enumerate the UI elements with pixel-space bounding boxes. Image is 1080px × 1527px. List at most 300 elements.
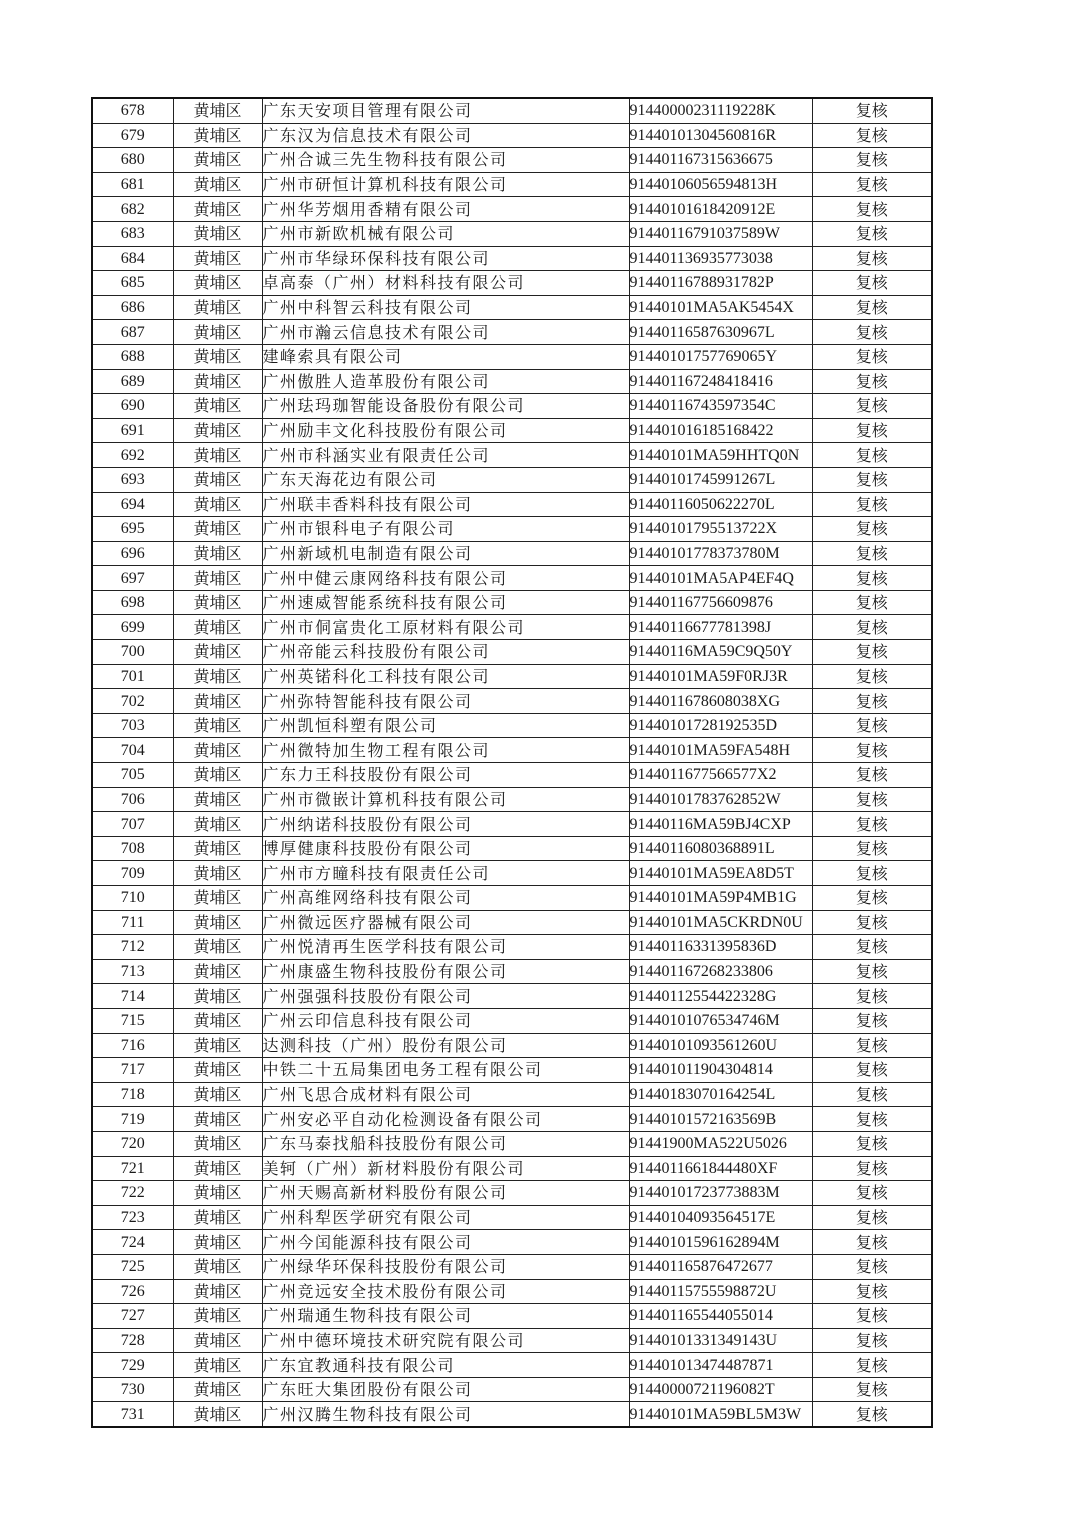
company-name-cell: 广东天安项目管理有限公司 bbox=[262, 98, 629, 123]
credit-code-cell: 91440116791037589W bbox=[629, 221, 812, 246]
company-name-cell: 美轲（广州）新材料股份有限公司 bbox=[262, 1156, 629, 1181]
company-name-cell: 广州微特加生物工程有限公司 bbox=[262, 738, 629, 763]
row-number: 702 bbox=[92, 689, 173, 714]
district-cell: 黄埔区 bbox=[173, 763, 262, 788]
status-cell: 复核 bbox=[812, 271, 932, 296]
status-cell: 复核 bbox=[812, 590, 932, 615]
status-cell: 复核 bbox=[812, 1353, 932, 1378]
district-cell: 黄埔区 bbox=[173, 418, 262, 443]
company-name-cell: 广州市新欧机械有限公司 bbox=[262, 221, 629, 246]
status-cell: 复核 bbox=[812, 1131, 932, 1156]
credit-code-cell: 91440101093561260U bbox=[629, 1033, 812, 1058]
row-number: 697 bbox=[92, 566, 173, 591]
district-cell: 黄埔区 bbox=[173, 148, 262, 173]
credit-code-cell: 91440101723773883M bbox=[629, 1181, 812, 1206]
company-name-cell: 广州今闰能源科技有限公司 bbox=[262, 1230, 629, 1255]
district-cell: 黄埔区 bbox=[173, 1008, 262, 1033]
status-cell: 复核 bbox=[812, 418, 932, 443]
district-cell: 黄埔区 bbox=[173, 394, 262, 419]
company-name-cell: 广州云印信息科技有限公司 bbox=[262, 1008, 629, 1033]
credit-code-cell: 91440101757769065Y bbox=[629, 344, 812, 369]
status-cell: 复核 bbox=[812, 1230, 932, 1255]
status-cell: 复核 bbox=[812, 1304, 932, 1329]
district-cell: 黄埔区 bbox=[173, 959, 262, 984]
row-number: 706 bbox=[92, 787, 173, 812]
district-cell: 黄埔区 bbox=[173, 123, 262, 148]
table-row bbox=[92, 221, 932, 246]
status-cell: 复核 bbox=[812, 467, 932, 492]
company-name-cell: 广州市科涵实业有限责任公司 bbox=[262, 443, 629, 468]
district-cell: 黄埔区 bbox=[173, 713, 262, 738]
status-cell: 复核 bbox=[812, 1328, 932, 1353]
status-cell: 复核 bbox=[812, 1156, 932, 1181]
row-number: 728 bbox=[92, 1328, 173, 1353]
credit-code-cell: 914401165876472677 bbox=[629, 1254, 812, 1279]
credit-code-cell: 91440101745991267L bbox=[629, 467, 812, 492]
table-row bbox=[92, 148, 932, 173]
company-name-cell: 广州傲胜人造革股份有限公司 bbox=[262, 369, 629, 394]
row-number: 729 bbox=[92, 1353, 173, 1378]
company-name-cell: 广州安必平自动化检测设备有限公司 bbox=[262, 1107, 629, 1132]
table-row bbox=[92, 1230, 932, 1255]
company-name-cell: 广州市研恒计算机科技有限公司 bbox=[262, 172, 629, 197]
status-cell: 复核 bbox=[812, 197, 932, 222]
row-number: 717 bbox=[92, 1058, 173, 1083]
status-cell: 复核 bbox=[812, 148, 932, 173]
status-cell: 复核 bbox=[812, 320, 932, 345]
row-number: 699 bbox=[92, 615, 173, 640]
row-number: 713 bbox=[92, 959, 173, 984]
credit-code-cell: 914401016185168422 bbox=[629, 418, 812, 443]
row-number: 710 bbox=[92, 886, 173, 911]
row-number: 714 bbox=[92, 984, 173, 1009]
row-number: 700 bbox=[92, 640, 173, 665]
row-number: 711 bbox=[92, 910, 173, 935]
district-cell: 黄埔区 bbox=[173, 812, 262, 837]
company-name-cell: 广州竞远安全技术股份有限公司 bbox=[262, 1279, 629, 1304]
status-cell: 复核 bbox=[812, 1205, 932, 1230]
status-cell: 复核 bbox=[812, 123, 932, 148]
table-row bbox=[92, 886, 932, 911]
table-row bbox=[92, 1328, 932, 1353]
credit-code-cell: 91440101572163569B bbox=[629, 1107, 812, 1132]
district-cell: 黄埔区 bbox=[173, 443, 262, 468]
table-row bbox=[92, 369, 932, 394]
district-cell: 黄埔区 bbox=[173, 1353, 262, 1378]
row-number: 722 bbox=[92, 1181, 173, 1206]
credit-code-cell: 91440101783762852W bbox=[629, 787, 812, 812]
status-cell: 复核 bbox=[812, 1181, 932, 1206]
company-name-cell: 广州纳诺科技股份有限公司 bbox=[262, 812, 629, 837]
status-cell: 复核 bbox=[812, 763, 932, 788]
company-name-cell: 广州天赐高新材料股份有限公司 bbox=[262, 1181, 629, 1206]
row-number: 683 bbox=[92, 221, 173, 246]
credit-code-cell: 91440101MA5CKRDN0U bbox=[629, 910, 812, 935]
status-cell: 复核 bbox=[812, 664, 932, 689]
table-row bbox=[92, 1033, 932, 1058]
credit-code-cell: 91440101MA59F0RJ3R bbox=[629, 664, 812, 689]
row-number: 712 bbox=[92, 935, 173, 960]
row-number: 678 bbox=[92, 98, 173, 123]
row-number: 727 bbox=[92, 1304, 173, 1329]
company-name-cell: 广州励丰文化科技股份有限公司 bbox=[262, 418, 629, 443]
status-cell: 复核 bbox=[812, 689, 932, 714]
credit-code-cell: 91440116MA59C9Q50Y bbox=[629, 640, 812, 665]
district-cell: 黄埔区 bbox=[173, 910, 262, 935]
district-cell: 黄埔区 bbox=[173, 787, 262, 812]
credit-code-cell: 9144011677566577X2 bbox=[629, 763, 812, 788]
table-row bbox=[92, 1082, 932, 1107]
status-cell: 复核 bbox=[812, 295, 932, 320]
row-number: 731 bbox=[92, 1402, 173, 1427]
row-number: 725 bbox=[92, 1254, 173, 1279]
row-number: 689 bbox=[92, 369, 173, 394]
credit-code-cell: 91440101596162894M bbox=[629, 1230, 812, 1255]
district-cell: 黄埔区 bbox=[173, 1402, 262, 1427]
table-row bbox=[92, 664, 932, 689]
company-name-cell: 中铁二十五局集团电务工程有限公司 bbox=[262, 1058, 629, 1083]
table-row bbox=[92, 246, 932, 271]
credit-code-cell: 91440116331395836D bbox=[629, 935, 812, 960]
row-number: 704 bbox=[92, 738, 173, 763]
table-row bbox=[92, 98, 932, 123]
table-row bbox=[92, 197, 932, 222]
company-list-body bbox=[92, 98, 932, 1427]
district-cell: 黄埔区 bbox=[173, 221, 262, 246]
company-name-cell: 广东天海花边有限公司 bbox=[262, 467, 629, 492]
credit-code-cell: 91440116MA59BJ4CXP bbox=[629, 812, 812, 837]
district-cell: 黄埔区 bbox=[173, 935, 262, 960]
company-name-cell: 广东宜教通科技有限公司 bbox=[262, 1353, 629, 1378]
status-cell: 复核 bbox=[812, 812, 932, 837]
row-number: 708 bbox=[92, 836, 173, 861]
company-name-cell: 博厚健康科技股份有限公司 bbox=[262, 836, 629, 861]
district-cell: 黄埔区 bbox=[173, 98, 262, 123]
company-name-cell: 广州汉腾生物科技有限公司 bbox=[262, 1402, 629, 1427]
company-name-cell: 广东马泰找船科技股份有限公司 bbox=[262, 1131, 629, 1156]
status-cell: 复核 bbox=[812, 1082, 932, 1107]
district-cell: 黄埔区 bbox=[173, 197, 262, 222]
credit-code-cell: 91440101728192535D bbox=[629, 713, 812, 738]
credit-code-cell: 91440101MA59HHTQ0N bbox=[629, 443, 812, 468]
table-row bbox=[92, 1254, 932, 1279]
row-number: 726 bbox=[92, 1279, 173, 1304]
district-cell: 黄埔区 bbox=[173, 541, 262, 566]
credit-code-cell: 91440101MA59FA548H bbox=[629, 738, 812, 763]
company-name-cell: 广州市银科电子有限公司 bbox=[262, 517, 629, 542]
row-number: 718 bbox=[92, 1082, 173, 1107]
row-number: 680 bbox=[92, 148, 173, 173]
row-number: 719 bbox=[92, 1107, 173, 1132]
row-number: 687 bbox=[92, 320, 173, 345]
table-row bbox=[92, 836, 932, 861]
credit-code-cell: 91440101778373780M bbox=[629, 541, 812, 566]
row-number: 723 bbox=[92, 1205, 173, 1230]
company-name-cell: 广州市微嵌计算机科技有限公司 bbox=[262, 787, 629, 812]
district-cell: 黄埔区 bbox=[173, 271, 262, 296]
district-cell: 黄埔区 bbox=[173, 1328, 262, 1353]
district-cell: 黄埔区 bbox=[173, 1156, 262, 1181]
district-cell: 黄埔区 bbox=[173, 836, 262, 861]
company-name-cell: 卓高泰（广州）材料科技有限公司 bbox=[262, 271, 629, 296]
company-name-cell: 广州悦清再生医学科技有限公司 bbox=[262, 935, 629, 960]
table-row bbox=[92, 812, 932, 837]
credit-code-cell: 91440101MA5AK5454X bbox=[629, 295, 812, 320]
district-cell: 黄埔区 bbox=[173, 664, 262, 689]
status-cell: 复核 bbox=[812, 369, 932, 394]
credit-code-cell: 914401167268233806 bbox=[629, 959, 812, 984]
credit-code-cell: 91440116080368891L bbox=[629, 836, 812, 861]
credit-code-cell: 91440106056594813H bbox=[629, 172, 812, 197]
credit-code-cell: 91440116587630967L bbox=[629, 320, 812, 345]
row-number: 690 bbox=[92, 394, 173, 419]
company-name-cell: 广州微远医疗器械有限公司 bbox=[262, 910, 629, 935]
table-row bbox=[92, 1279, 932, 1304]
district-cell: 黄埔区 bbox=[173, 369, 262, 394]
company-name-cell: 广州华芳烟用香精有限公司 bbox=[262, 197, 629, 222]
credit-code-cell: 914401167756609876 bbox=[629, 590, 812, 615]
district-cell: 黄埔区 bbox=[173, 295, 262, 320]
district-cell: 黄埔区 bbox=[173, 1107, 262, 1132]
table-row bbox=[92, 541, 932, 566]
status-cell: 复核 bbox=[812, 640, 932, 665]
company-name-cell: 广州中德环境技术研究院有限公司 bbox=[262, 1328, 629, 1353]
company-name-cell: 广州市侗富贵化工原材料有限公司 bbox=[262, 615, 629, 640]
table-row bbox=[92, 443, 932, 468]
status-cell: 复核 bbox=[812, 984, 932, 1009]
credit-code-cell: 914401136935773038 bbox=[629, 246, 812, 271]
row-number: 681 bbox=[92, 172, 173, 197]
status-cell: 复核 bbox=[812, 713, 932, 738]
district-cell: 黄埔区 bbox=[173, 615, 262, 640]
district-cell: 黄埔区 bbox=[173, 1033, 262, 1058]
table-row bbox=[92, 1107, 932, 1132]
credit-code-cell: 91441900MA522U5026 bbox=[629, 1131, 812, 1156]
district-cell: 黄埔区 bbox=[173, 1205, 262, 1230]
table-row bbox=[92, 1131, 932, 1156]
status-cell: 复核 bbox=[812, 738, 932, 763]
company-name-cell: 广州凯恒科塑有限公司 bbox=[262, 713, 629, 738]
status-cell: 复核 bbox=[812, 959, 932, 984]
status-cell: 复核 bbox=[812, 787, 932, 812]
status-cell: 复核 bbox=[812, 886, 932, 911]
company-list-table bbox=[91, 97, 933, 1428]
status-cell: 复核 bbox=[812, 861, 932, 886]
table-row bbox=[92, 271, 932, 296]
table-row bbox=[92, 1304, 932, 1329]
credit-code-cell: 9144011678608038XG bbox=[629, 689, 812, 714]
row-number: 695 bbox=[92, 517, 173, 542]
district-cell: 黄埔区 bbox=[173, 984, 262, 1009]
row-number: 705 bbox=[92, 763, 173, 788]
district-cell: 黄埔区 bbox=[173, 886, 262, 911]
company-name-cell: 广州瑞通生物科技有限公司 bbox=[262, 1304, 629, 1329]
table-row bbox=[92, 959, 932, 984]
status-cell: 复核 bbox=[812, 1033, 932, 1058]
table-row bbox=[92, 984, 932, 1009]
district-cell: 黄埔区 bbox=[173, 344, 262, 369]
credit-code-cell: 914401167248418416 bbox=[629, 369, 812, 394]
company-name-cell: 广州联丰香料科技有限公司 bbox=[262, 492, 629, 517]
company-name-cell: 广州高维网络科技有限公司 bbox=[262, 886, 629, 911]
credit-code-cell: 91440101MA59P4MB1G bbox=[629, 886, 812, 911]
table-row bbox=[92, 615, 932, 640]
table-row bbox=[92, 467, 932, 492]
credit-code-cell: 91440101795513722X bbox=[629, 517, 812, 542]
row-number: 709 bbox=[92, 861, 173, 886]
table-row bbox=[92, 738, 932, 763]
table-row bbox=[92, 1156, 932, 1181]
row-number: 698 bbox=[92, 590, 173, 615]
row-number: 716 bbox=[92, 1033, 173, 1058]
credit-code-cell: 91440116743597354C bbox=[629, 394, 812, 419]
credit-code-cell: 91440101076534746M bbox=[629, 1008, 812, 1033]
company-name-cell: 广东力王科技股份有限公司 bbox=[262, 763, 629, 788]
status-cell: 复核 bbox=[812, 836, 932, 861]
credit-code-cell: 91440101MA5AP4EF4Q bbox=[629, 566, 812, 591]
credit-code-cell: 9144011661844480XF bbox=[629, 1156, 812, 1181]
table-row bbox=[92, 320, 932, 345]
row-number: 684 bbox=[92, 246, 173, 271]
district-cell: 黄埔区 bbox=[173, 1058, 262, 1083]
credit-code-cell: 91440116788931782P bbox=[629, 271, 812, 296]
company-name-cell: 广东旺大集团股份有限公司 bbox=[262, 1377, 629, 1402]
status-cell: 复核 bbox=[812, 443, 932, 468]
table-row bbox=[92, 492, 932, 517]
status-cell: 复核 bbox=[812, 1058, 932, 1083]
table-row bbox=[92, 713, 932, 738]
row-number: 724 bbox=[92, 1230, 173, 1255]
company-name-cell: 广州速威智能系统科技有限公司 bbox=[262, 590, 629, 615]
status-cell: 复核 bbox=[812, 172, 932, 197]
row-number: 707 bbox=[92, 812, 173, 837]
credit-code-cell: 91440101618420912E bbox=[629, 197, 812, 222]
status-cell: 复核 bbox=[812, 98, 932, 123]
table-row bbox=[92, 787, 932, 812]
district-cell: 黄埔区 bbox=[173, 246, 262, 271]
row-number: 686 bbox=[92, 295, 173, 320]
row-number: 693 bbox=[92, 467, 173, 492]
credit-code-cell: 91440101331349143U bbox=[629, 1328, 812, 1353]
table-row bbox=[92, 1353, 932, 1378]
row-number: 685 bbox=[92, 271, 173, 296]
district-cell: 黄埔区 bbox=[173, 861, 262, 886]
company-name-cell: 广州新域机电制造有限公司 bbox=[262, 541, 629, 566]
row-number: 696 bbox=[92, 541, 173, 566]
company-name-cell: 广州英锘科化工科技有限公司 bbox=[262, 664, 629, 689]
district-cell: 黄埔区 bbox=[173, 1304, 262, 1329]
status-cell: 复核 bbox=[812, 1402, 932, 1427]
district-cell: 黄埔区 bbox=[173, 590, 262, 615]
district-cell: 黄埔区 bbox=[173, 738, 262, 763]
row-number: 701 bbox=[92, 664, 173, 689]
credit-code-cell: 914401165544055014 bbox=[629, 1304, 812, 1329]
table-row bbox=[92, 566, 932, 591]
credit-code-cell: 91440183070164254L bbox=[629, 1082, 812, 1107]
district-cell: 黄埔区 bbox=[173, 172, 262, 197]
table-row bbox=[92, 935, 932, 960]
status-cell: 复核 bbox=[812, 344, 932, 369]
district-cell: 黄埔区 bbox=[173, 1230, 262, 1255]
row-number: 720 bbox=[92, 1131, 173, 1156]
district-cell: 黄埔区 bbox=[173, 1181, 262, 1206]
status-cell: 复核 bbox=[812, 566, 932, 591]
district-cell: 黄埔区 bbox=[173, 1254, 262, 1279]
company-name-cell: 广州珐玛珈智能设备股份有限公司 bbox=[262, 394, 629, 419]
table-row bbox=[92, 763, 932, 788]
row-number: 692 bbox=[92, 443, 173, 468]
status-cell: 复核 bbox=[812, 246, 932, 271]
row-number: 730 bbox=[92, 1377, 173, 1402]
status-cell: 复核 bbox=[812, 221, 932, 246]
table-row bbox=[92, 1377, 932, 1402]
district-cell: 黄埔区 bbox=[173, 640, 262, 665]
table-row bbox=[92, 172, 932, 197]
table-row bbox=[92, 123, 932, 148]
status-cell: 复核 bbox=[812, 1107, 932, 1132]
credit-code-cell: 914401167315636675 bbox=[629, 148, 812, 173]
table-row bbox=[92, 1205, 932, 1230]
table-row bbox=[92, 295, 932, 320]
credit-code-cell: 91440112554422328G bbox=[629, 984, 812, 1009]
credit-code-cell: 91440104093564517E bbox=[629, 1205, 812, 1230]
company-name-cell: 广州市华绿环保科技有限公司 bbox=[262, 246, 629, 271]
company-name-cell: 广州飞思合成材料有限公司 bbox=[262, 1082, 629, 1107]
row-number: 682 bbox=[92, 197, 173, 222]
row-number: 721 bbox=[92, 1156, 173, 1181]
company-name-cell: 广州科犁医学研究有限公司 bbox=[262, 1205, 629, 1230]
table-row bbox=[92, 394, 932, 419]
district-cell: 黄埔区 bbox=[173, 492, 262, 517]
table-row bbox=[92, 1008, 932, 1033]
credit-code-cell: 91440101MA59EA8D5T bbox=[629, 861, 812, 886]
district-cell: 黄埔区 bbox=[173, 1082, 262, 1107]
credit-code-cell: 91440000721196082T bbox=[629, 1377, 812, 1402]
status-cell: 复核 bbox=[812, 935, 932, 960]
table-row bbox=[92, 910, 932, 935]
credit-code-cell: 914401011904304814 bbox=[629, 1058, 812, 1083]
credit-code-cell: 914401013474487871 bbox=[629, 1353, 812, 1378]
status-cell: 复核 bbox=[812, 394, 932, 419]
district-cell: 黄埔区 bbox=[173, 320, 262, 345]
table-row bbox=[92, 344, 932, 369]
district-cell: 黄埔区 bbox=[173, 689, 262, 714]
district-cell: 黄埔区 bbox=[173, 1279, 262, 1304]
status-cell: 复核 bbox=[812, 1254, 932, 1279]
company-name-cell: 建峰索具有限公司 bbox=[262, 344, 629, 369]
district-cell: 黄埔区 bbox=[173, 1131, 262, 1156]
company-name-cell: 广州绿华环保科技股份有限公司 bbox=[262, 1254, 629, 1279]
company-name-cell: 广东汉为信息技术有限公司 bbox=[262, 123, 629, 148]
status-cell: 复核 bbox=[812, 910, 932, 935]
row-number: 688 bbox=[92, 344, 173, 369]
credit-code-cell: 91440116050622270L bbox=[629, 492, 812, 517]
company-name-cell: 广州帝能云科技股份有限公司 bbox=[262, 640, 629, 665]
credit-code-cell: 91440101304560816R bbox=[629, 123, 812, 148]
status-cell: 复核 bbox=[812, 541, 932, 566]
status-cell: 复核 bbox=[812, 517, 932, 542]
table-row bbox=[92, 590, 932, 615]
company-name-cell: 广州康盛生物科技股份有限公司 bbox=[262, 959, 629, 984]
status-cell: 复核 bbox=[812, 615, 932, 640]
table-row bbox=[92, 1181, 932, 1206]
table-row bbox=[92, 689, 932, 714]
row-number: 694 bbox=[92, 492, 173, 517]
row-number: 691 bbox=[92, 418, 173, 443]
status-cell: 复核 bbox=[812, 1279, 932, 1304]
company-name-cell: 广州中科智云科技有限公司 bbox=[262, 295, 629, 320]
district-cell: 黄埔区 bbox=[173, 467, 262, 492]
